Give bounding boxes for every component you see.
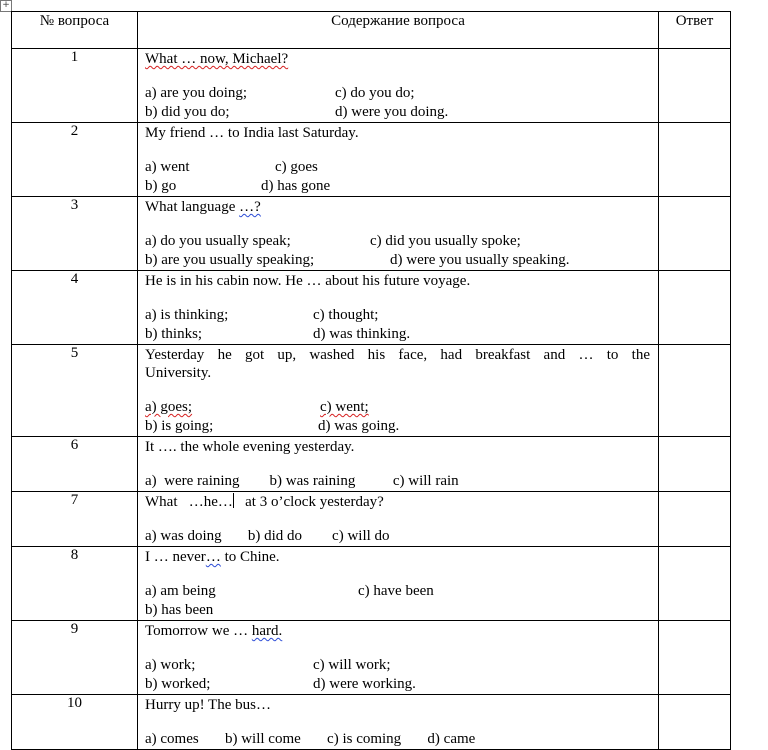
- option: c) did you usually spoke;: [370, 233, 521, 249]
- option: a) work;: [145, 657, 196, 673]
- options-line: [145, 398, 650, 417]
- option: a) do you usually speak;: [145, 233, 291, 249]
- question-content[interactable]: [138, 621, 659, 695]
- questions-table: [11, 11, 731, 750]
- answer-options: [145, 398, 650, 436]
- question-text: [145, 622, 650, 640]
- answer-options: [145, 730, 650, 749]
- answer-cell[interactable]: [659, 197, 731, 271]
- question-number: 2: [12, 123, 138, 197]
- option: b) are you usually speaking;: [145, 252, 315, 268]
- question-number: 9: [12, 621, 138, 695]
- answer-options: [145, 306, 650, 344]
- question-text-part: …: [205, 549, 221, 565]
- question-number: 8: [12, 547, 138, 621]
- option: d) was thinking.: [313, 326, 411, 342]
- table-row: [12, 197, 731, 271]
- option: b) is going;: [145, 418, 214, 434]
- table-row: [12, 492, 731, 547]
- option: b) thinks;: [145, 326, 203, 342]
- table-row: [12, 437, 731, 492]
- table-row: [12, 621, 731, 695]
- question-number: 7: [12, 492, 138, 547]
- options-line: a) were raining b) was raining c) will rain: [145, 473, 459, 489]
- question-content[interactable]: [138, 492, 659, 547]
- options-line: [145, 232, 650, 251]
- option: b) worked;: [145, 676, 211, 692]
- answer-cell[interactable]: [659, 437, 731, 492]
- answer-cell[interactable]: [659, 345, 731, 437]
- option: c) have been: [358, 583, 434, 599]
- question-text: University.: [145, 365, 212, 381]
- option: c) will work;: [313, 657, 391, 673]
- option: d) were you usually speaking.: [390, 252, 570, 268]
- question-text: [145, 548, 650, 566]
- answer-options: [145, 527, 650, 546]
- question-text: Yesterday he got up, washed his face, had breakfast and … to the: [145, 347, 650, 363]
- answer-cell[interactable]: [659, 695, 731, 750]
- header-answer: Ответ: [659, 12, 731, 49]
- options-line: [145, 675, 650, 694]
- options-line: [145, 306, 650, 325]
- table-row: [12, 271, 731, 345]
- question-text: [145, 50, 650, 68]
- question-text-part: Tomorrow we …: [145, 623, 252, 639]
- table-row: [12, 695, 731, 750]
- question-text-part: What …he…: [145, 494, 233, 510]
- answer-options: [145, 84, 650, 122]
- question-text-part: What … now, Michael?: [145, 51, 289, 67]
- option: a) are you doing;: [145, 85, 248, 101]
- option: c) went;: [320, 399, 369, 415]
- answer-cell[interactable]: [659, 547, 731, 621]
- option: c) do you do;: [335, 85, 415, 101]
- option: a) is thinking;: [145, 307, 229, 323]
- question-content[interactable]: [138, 547, 659, 621]
- answer-options: [145, 232, 650, 270]
- question-content[interactable]: [138, 123, 659, 197]
- answer-cell[interactable]: [659, 123, 731, 197]
- question-content[interactable]: [138, 49, 659, 123]
- option: a) went: [145, 159, 190, 175]
- question-text-part: to Chine.: [220, 549, 280, 565]
- question-text-part: What language: [145, 199, 240, 215]
- option: b) go: [145, 178, 177, 194]
- option: c) thought;: [313, 307, 379, 323]
- question-number: 1: [12, 49, 138, 123]
- question-content[interactable]: [138, 271, 659, 345]
- question-text-part: at 3 o’clock yesterday?: [233, 494, 384, 510]
- option: d) was going.: [318, 418, 400, 434]
- question-number: 5: [12, 345, 138, 437]
- answer-options: [145, 582, 650, 620]
- options-line: [145, 417, 650, 436]
- option: d) has gone: [261, 178, 331, 194]
- question-text: My friend … to India last Saturday.: [145, 125, 359, 141]
- options-line: a) comes b) will come c) is coming d) came: [145, 731, 476, 747]
- option: c) goes: [275, 159, 318, 175]
- question-content[interactable]: [138, 197, 659, 271]
- options-line: [145, 582, 650, 601]
- options-line: [145, 325, 650, 344]
- question-text-part: hard.: [251, 623, 283, 639]
- question-text-part: I … never: [145, 549, 206, 565]
- options-line: [145, 251, 650, 270]
- question-text: [145, 198, 650, 216]
- question-text: Hurry up! The bus…: [145, 697, 271, 713]
- options-line: [145, 84, 650, 103]
- question-text: It …. the whole evening yesterday.: [145, 439, 355, 455]
- options-line: [145, 103, 650, 122]
- answer-cell[interactable]: [659, 621, 731, 695]
- header-row: [12, 12, 731, 49]
- answer-cell[interactable]: [659, 271, 731, 345]
- option: d) were working.: [313, 676, 416, 692]
- question-number: 10: [12, 695, 138, 750]
- question-content[interactable]: [138, 695, 659, 750]
- table-row: [12, 345, 731, 437]
- table-move-handle-icon[interactable]: +: [0, 0, 12, 12]
- option: b) did you do;: [145, 104, 230, 120]
- option: d) were you doing.: [335, 104, 449, 120]
- option: b) has been: [145, 602, 214, 618]
- answer-options: [145, 656, 650, 694]
- question-number: 6: [12, 437, 138, 492]
- options-line: [145, 177, 650, 196]
- answer-options: [145, 472, 650, 491]
- options-line: a) was doing b) did do c) will do: [145, 528, 390, 544]
- question-number: 3: [12, 197, 138, 271]
- options-line: [145, 656, 650, 675]
- answer-options: [145, 158, 650, 196]
- question-content[interactable]: [138, 345, 659, 437]
- question-text: [145, 493, 650, 511]
- table-row: [12, 49, 731, 123]
- question-number: 4: [12, 271, 138, 345]
- question-content[interactable]: [138, 437, 659, 492]
- header-content: Содержание вопроса: [138, 12, 659, 49]
- option: a) goes;: [145, 399, 193, 415]
- options-line: [145, 601, 650, 620]
- question-text: He is in his cabin now. He … about his future voyage.: [145, 273, 471, 289]
- options-line: [145, 158, 650, 177]
- answer-cell[interactable]: [659, 492, 731, 547]
- answer-cell[interactable]: [659, 49, 731, 123]
- question-text-part: …?: [239, 199, 261, 215]
- table-row: [12, 123, 731, 197]
- header-number: № вопроса: [12, 12, 138, 49]
- table-row: [12, 547, 731, 621]
- option: a) am being: [145, 583, 216, 599]
